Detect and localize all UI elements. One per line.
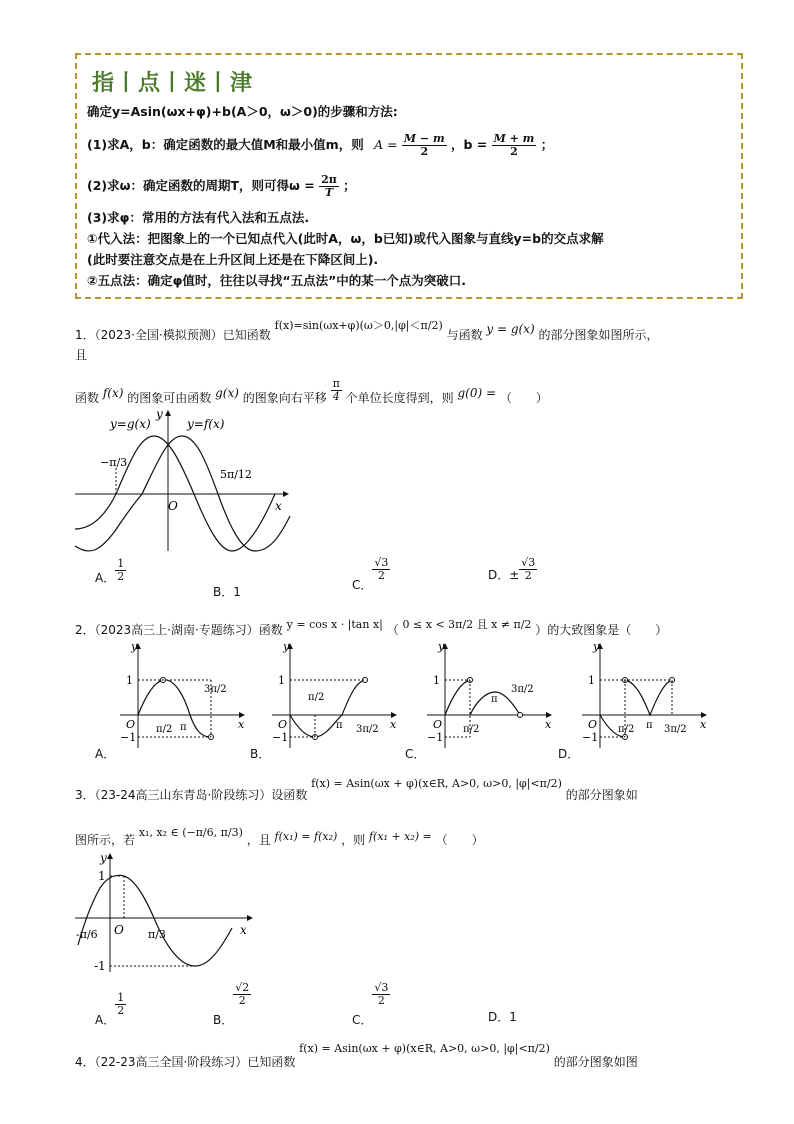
- tips-step1-a-den: 2: [420, 145, 429, 158]
- q3-option-b-label: B．: [213, 1013, 234, 1027]
- q4-line: [75, 1042, 638, 1070]
- q3-option-b-num: √2: [235, 981, 250, 994]
- q2-cond-pre: （: [386, 623, 399, 637]
- q1-line2-g0: g(0) =: [457, 386, 497, 400]
- q2b-curve: [290, 680, 365, 737]
- q3-ym1: -1: [94, 959, 106, 973]
- tips-step1-a: A =: [374, 137, 398, 152]
- q1-option-c-num: √3: [374, 556, 389, 569]
- q1-func: f(x)=sin(ωx+φ)(ω＞0,|φ|＜π/2): [274, 319, 443, 332]
- tips-step3: (3)求φ：常用的方法有代入法和五点法.: [87, 210, 310, 225]
- q2-option-a[interactable]: A．: [95, 747, 116, 761]
- q1-option-d-num: √3: [521, 556, 536, 569]
- q2b-origin: O: [278, 718, 288, 731]
- q2c-curve-1: [445, 680, 470, 715]
- q2a-mone: −1: [120, 731, 137, 744]
- q2c-xlabel: x: [545, 718, 552, 731]
- q3-xright: π/3: [148, 928, 166, 941]
- q3-graph: [70, 850, 260, 975]
- q3-option-a-frac: [115, 992, 126, 1017]
- tips-intro: 确定y=Asin(ωx+φ)+b(A＞0，ω＞0)的步骤和方法:: [87, 104, 398, 119]
- tips-step2-end: ；: [343, 178, 356, 193]
- q2-cond-post: ）的大致图象是（ ）: [535, 623, 668, 637]
- q2d-mone: −1: [582, 731, 599, 744]
- q3-xleft: -π/6: [76, 928, 98, 941]
- q1-graph: [70, 406, 295, 554]
- tips-step1-a-num: M − m: [403, 132, 445, 145]
- q1-origin: O: [168, 499, 178, 513]
- q1-line2-g: g(x): [215, 386, 239, 400]
- q2b-tick-3pi2: 3π/2: [356, 724, 379, 735]
- q2-func: y = cos x · |tan x|: [286, 618, 383, 631]
- q3-option-a-den: 2: [117, 1004, 125, 1017]
- q1-shift-num: π: [332, 377, 340, 390]
- q2d-xlabel: x: [700, 718, 707, 731]
- q2a-origin: O: [126, 718, 136, 731]
- tips-step2-text: (2)求ω：确定函数的周期T，则可得ω =: [87, 178, 315, 193]
- q3-line2-a: 图所示，若: [75, 833, 136, 847]
- q1-line2-c: 的图象向右平移: [242, 391, 327, 405]
- q3-y1: 1: [98, 869, 106, 883]
- q2d-ylabel: y: [593, 640, 600, 653]
- q1-option-a-num: 1: [117, 557, 125, 570]
- q3-line1: [75, 777, 638, 803]
- q1-mid: 与函数: [446, 328, 483, 342]
- q2-graph-c: [425, 640, 555, 750]
- q2-option-b[interactable]: B．: [250, 747, 271, 761]
- q3-option-c-den: 2: [377, 994, 385, 1007]
- q2a-tick-pi2: π/2: [156, 724, 173, 735]
- q3-option-a-label: A．: [95, 1013, 116, 1027]
- q2a-curve: [138, 680, 211, 737]
- q1-option-c-label: C．: [352, 578, 373, 592]
- tips-step2-num: 2π: [321, 173, 337, 186]
- q1-line2-d: 个单位长度得到，则: [345, 391, 454, 405]
- q2a-xlabel: x: [238, 718, 245, 731]
- q2d-tick-pi: π: [646, 720, 653, 731]
- tips-title: 指丨点丨迷丨津: [92, 71, 254, 96]
- q1-xlabel: x: [275, 499, 282, 513]
- q3-line2: [75, 826, 484, 848]
- q1-option-b-label: B．1: [213, 585, 241, 599]
- q3-option-d[interactable]: [488, 1008, 517, 1025]
- q3-curve: [78, 875, 232, 966]
- tips-step1-a-frac: [402, 133, 447, 158]
- q2b-tick-pi: π: [336, 720, 343, 731]
- q1-line2-f: f(x): [102, 386, 124, 400]
- q2d-one: 1: [588, 674, 595, 687]
- q1-cont: 且: [75, 348, 88, 362]
- q3-line2-cond: x₁, x₂ ∈ (−π/6, π/3): [138, 826, 243, 839]
- q3-pre: 3．（23-24高三山东青岛·阶段练习）设函数: [75, 788, 308, 802]
- q2b-tick-pi2: π/2: [308, 692, 325, 703]
- q2c-origin: O: [433, 718, 443, 731]
- q1-shift-den: 4: [332, 390, 340, 403]
- tips-step2-frac: [319, 174, 339, 199]
- q1-label-f: y=f(x): [187, 417, 225, 431]
- q1-option-c[interactable]: [352, 556, 390, 592]
- q1-option-a-label: A．: [95, 571, 116, 585]
- q3-paren: （ ）: [435, 833, 484, 847]
- q3-option-c-num: √3: [374, 981, 389, 994]
- q2c-mone: −1: [427, 731, 444, 744]
- tips-step2-den: T: [324, 186, 334, 199]
- q1-pre: 1．（2023·全国·模拟预测）已知函数: [75, 328, 271, 342]
- q1-option-c-den: 2: [377, 569, 385, 582]
- q3-option-c[interactable]: [352, 981, 390, 1027]
- q2d-tick-pi2: π/2: [618, 724, 635, 735]
- q2b-xlabel: x: [390, 718, 397, 731]
- q4-post: 的部分图象如图: [553, 1055, 638, 1069]
- q3-option-c-label: C．: [352, 1013, 373, 1027]
- tips-step1-end: ；: [540, 137, 554, 152]
- q3-origin: O: [114, 923, 124, 937]
- q2-cond: 0 ≤ x < 3π/2 且 x ≠ π/2: [402, 618, 532, 631]
- q3-line2-c: ，则: [341, 833, 366, 847]
- q2-pre: 2．（2023高三上·湖南·专题练习）函数: [75, 623, 283, 637]
- q1-post: 的部分图象如图所示，: [538, 328, 659, 342]
- tips-step1-b-num: M + m: [493, 132, 535, 145]
- q3-post: 的部分图象如: [565, 788, 638, 802]
- tips-step1-text: (1)求A，b：确定函数的最大值M和最小值m，则: [87, 137, 364, 152]
- q3-func: f(x) = Asin(ωx + φ)(x∈R, A>0, ω>0, |φ|<π/2): [311, 777, 562, 790]
- q2-graph-d: [580, 640, 710, 750]
- tips-step1: [87, 133, 553, 158]
- q2-line: [75, 618, 668, 638]
- q2-graph-a: [118, 640, 248, 750]
- q2a-ylabel: y: [131, 640, 138, 653]
- q2d-curve-2: [625, 680, 672, 715]
- q3-line2-ask: f(x₁ + x₂) =: [368, 830, 432, 843]
- tips-step1-b-frac: [492, 133, 537, 158]
- q2b-ylabel: y: [283, 640, 290, 653]
- q1-shift-frac: [331, 378, 342, 403]
- q2c-end: [518, 713, 523, 718]
- q1-label-g: y=g(x): [110, 417, 151, 431]
- q2d-origin: O: [588, 718, 598, 731]
- q1-gfunc: y = g(x): [486, 322, 535, 336]
- q1-option-d[interactable]: [488, 557, 537, 582]
- q1-paren: （ ）: [499, 391, 548, 405]
- q3-line2-eq: f(x₁) = f(x₂): [274, 830, 338, 843]
- q3-xlabel: x: [240, 923, 247, 937]
- tips-method2: ②五点法：确定φ值时，往往以寻找“五点法”中的某一个点为突破口.: [87, 273, 467, 288]
- tips-method1: ①代入法：把图象上的一个已知点代入(此时A，ω，b已知)或代入图象与直线y=b的交点求解: [87, 231, 604, 246]
- q1-option-b[interactable]: [213, 583, 241, 600]
- q1-line2-a: 函数: [75, 391, 100, 405]
- tips-step1-b: ，b =: [450, 137, 488, 152]
- q3-option-d-label: D．1: [488, 1010, 517, 1024]
- q1-option-a-den: 2: [117, 570, 125, 583]
- q1-option-d-frac: [519, 557, 537, 582]
- q4-func: f(x) = Asin(ωx + φ)(x∈R, A>0, ω>0, |φ|<π/2): [299, 1042, 550, 1055]
- q2c-one: 1: [433, 674, 440, 687]
- q1-line1: [75, 319, 659, 343]
- q1-ylabel: y: [156, 407, 163, 421]
- q2b-one: 1: [278, 674, 285, 687]
- q3-option-c-frac: [372, 982, 390, 1007]
- q2d-tick-3pi2: 3π/2: [664, 724, 687, 735]
- q2-option-c[interactable]: C．: [405, 747, 426, 761]
- q1-xleft: −π/3: [100, 456, 128, 469]
- q3-option-b-frac: [233, 982, 251, 1007]
- q2a-tick-3pi2: 3π/2: [204, 684, 227, 695]
- q1-option-d-label: D．±: [488, 568, 520, 582]
- q3-ylabel: y: [100, 851, 107, 865]
- q2-option-d[interactable]: D．: [558, 747, 580, 761]
- q3-option-a[interactable]: [95, 991, 126, 1027]
- q2a-tick-pi: π: [180, 722, 187, 733]
- q2-graph-b: [270, 640, 400, 750]
- q3-option-b-den: 2: [238, 994, 246, 1007]
- q1-xright: 5π/12: [220, 468, 252, 481]
- q3-line2-b: ，且: [246, 833, 271, 847]
- tips-step1-b-den: 2: [510, 145, 518, 158]
- q2c-ylabel: y: [438, 640, 445, 653]
- tips-step2: [87, 174, 356, 199]
- q1-option-d-den: 2: [524, 569, 532, 582]
- q4-pre: 4．（22-23高三全国·阶段练习）已知函数: [75, 1055, 296, 1069]
- q1-option-c-frac: [372, 557, 390, 582]
- q1-line2-b: 的图象可由函数: [127, 391, 212, 405]
- q2c-tick-pi: π: [491, 694, 498, 705]
- q2a-one: 1: [126, 674, 133, 687]
- q1-option-a[interactable]: [95, 557, 126, 591]
- tips-method1-note: (此时要注意交点是在上升区间上还是在下降区间上).: [87, 252, 379, 267]
- q3-option-b[interactable]: [213, 981, 251, 1027]
- q1-option-a-frac: [115, 558, 126, 583]
- q3-option-a-num: 1: [117, 991, 125, 1004]
- q2c-tick-pi2: π/2: [463, 724, 480, 735]
- q2b-mone: −1: [272, 731, 289, 744]
- q2c-tick-3pi2: 3π/2: [511, 684, 534, 695]
